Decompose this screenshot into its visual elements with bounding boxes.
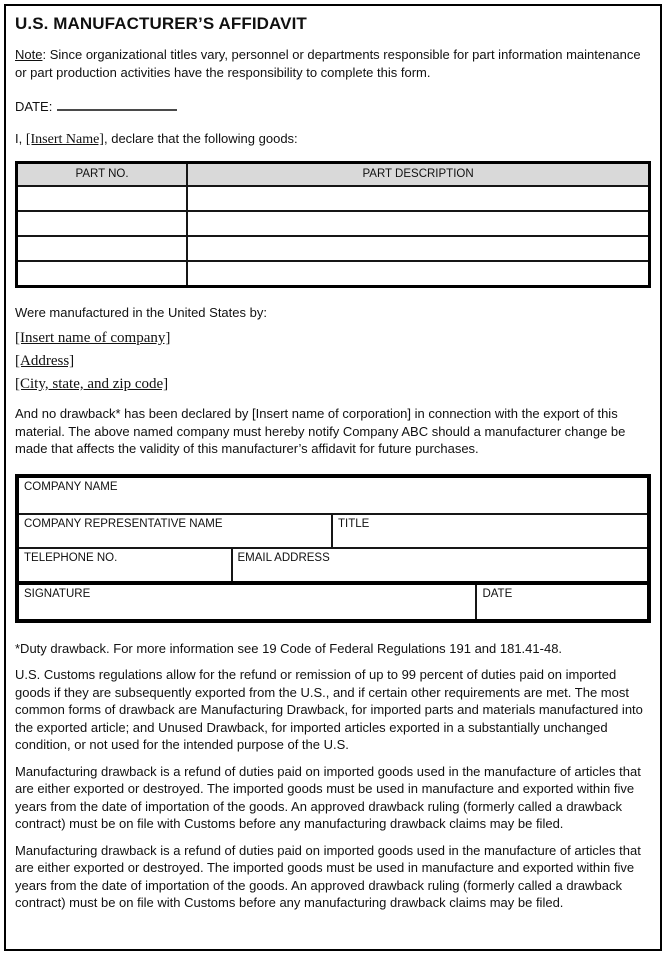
note-text: : Since organizational titles vary, personnel or departments responsible for part information maintenance or part production activities have the responsibility to complete this form.	[15, 47, 641, 80]
part-description-cell[interactable]	[188, 237, 648, 260]
parts-table-row	[18, 235, 648, 260]
date-label: DATE:	[15, 99, 53, 114]
part-no-cell[interactable]	[18, 262, 188, 285]
parts-table	[15, 161, 651, 288]
note-label: Note	[15, 47, 43, 62]
telephone-label: TELEPHONE NO.	[24, 551, 118, 564]
drawback-statement: And no drawback* has been declared by [Insert name of corporation] in connection with the export of this material. The above named company must hereby notify Company ABC should a manufacturer change be made that affects the validity of this manufacturer’s affidavit for future purchases.	[15, 406, 626, 456]
part-no-cell[interactable]	[18, 212, 188, 235]
document-title: U.S. MANUFACTURER’S AFFIDAVIT	[15, 14, 307, 33]
part-no-cell[interactable]	[18, 237, 188, 260]
company-name-placeholder[interactable]: [Insert name of company]	[15, 330, 171, 346]
parts-table-row	[18, 210, 648, 235]
manufacturing-drawback-paragraph-1: Manufacturing drawback is a refund of duties paid on imported goods used in the manufacture of articles that are either exported or destroyed. The imported goods must be used in manufacture and exported within five years from the date of importation of the goods. An approved drawback ruling (formerly called a drawback contract) must be on file with Customs before any manufacturing drawback claims may be filed.	[15, 763, 641, 831]
company-name-row	[19, 478, 647, 513]
city-state-zip-placeholder[interactable]: [City, state, and zip code]	[15, 376, 169, 392]
declaration-prefix: I,	[15, 131, 26, 146]
part-no-header: PART NO.	[18, 164, 188, 185]
part-no-cell[interactable]	[18, 187, 188, 210]
representative-name-cell[interactable]	[19, 515, 333, 547]
signature-label: SIGNATURE	[24, 587, 91, 600]
note-paragraph	[15, 46, 651, 81]
insert-name-placeholder[interactable]: [Insert Name]	[25, 132, 104, 147]
parts-table-header-row	[18, 164, 648, 185]
declaration-line	[15, 130, 651, 149]
part-description-header: PART DESCRIPTION	[362, 167, 474, 180]
affidavit-document-page	[4, 4, 662, 951]
manufactured-by-line: Were manufactured in the United States by:	[15, 304, 267, 320]
telephone-email-row	[19, 547, 647, 581]
part-description-cell[interactable]	[188, 262, 648, 285]
title-cell[interactable]	[333, 515, 647, 547]
representative-title-row	[19, 513, 647, 547]
signature-cell[interactable]	[19, 585, 477, 619]
telephone-cell[interactable]	[19, 549, 233, 581]
date-row	[15, 97, 651, 115]
date-fill-line[interactable]	[57, 97, 177, 111]
email-label: EMAIL ADDRESS	[237, 551, 330, 564]
part-description-cell[interactable]	[188, 187, 648, 210]
duty-drawback-footnote: *Duty drawback. For more information see 19 Code of Federal Regulations 191 and 181.41-48.	[15, 640, 563, 656]
declaration-suffix: , declare that the following goods:	[103, 131, 298, 146]
signature-date-cell[interactable]	[477, 585, 647, 619]
manufacturing-drawback-paragraph-2: Manufacturing drawback is a refund of duties paid on imported goods used in the manufacture of articles that are either exported or destroyed. The imported goods must be used in manufacture and exported within five years from the date of importation of the goods. An approved drawback ruling (formerly called a drawback contract) must be on file with Customs before any manufacturing drawback claims may be filed.	[15, 842, 641, 910]
customs-regulations-paragraph: U.S. Customs regulations allow for the refund or remission of up to 99 percent of duties paid on imported goods if they are subsequently exported from the U.S., and if certain other requirements are met. The most common forms of drawback are Manufacturing Drawback, for imported parts and materials manufactured into the exported article; and Unused Drawback, for imported articles exported in a substantially unchanged condition, or not used for the intended purpose of the U.S.	[15, 667, 643, 752]
parts-table-row	[18, 185, 648, 210]
company-name-cell[interactable]	[19, 478, 647, 513]
parts-table-row	[18, 260, 648, 285]
address-placeholder[interactable]: [Address]	[15, 353, 75, 369]
company-info-table	[15, 474, 651, 623]
company-name-label: COMPANY NAME	[24, 480, 118, 493]
part-description-cell[interactable]	[188, 212, 648, 235]
representative-name-label: COMPANY REPRESENTATIVE NAME	[24, 517, 223, 530]
signature-date-label: DATE	[482, 587, 513, 600]
signature-date-row	[19, 581, 647, 619]
email-cell[interactable]	[233, 549, 647, 581]
title-label: TITLE	[338, 517, 370, 530]
company-placeholder-block	[15, 327, 651, 396]
